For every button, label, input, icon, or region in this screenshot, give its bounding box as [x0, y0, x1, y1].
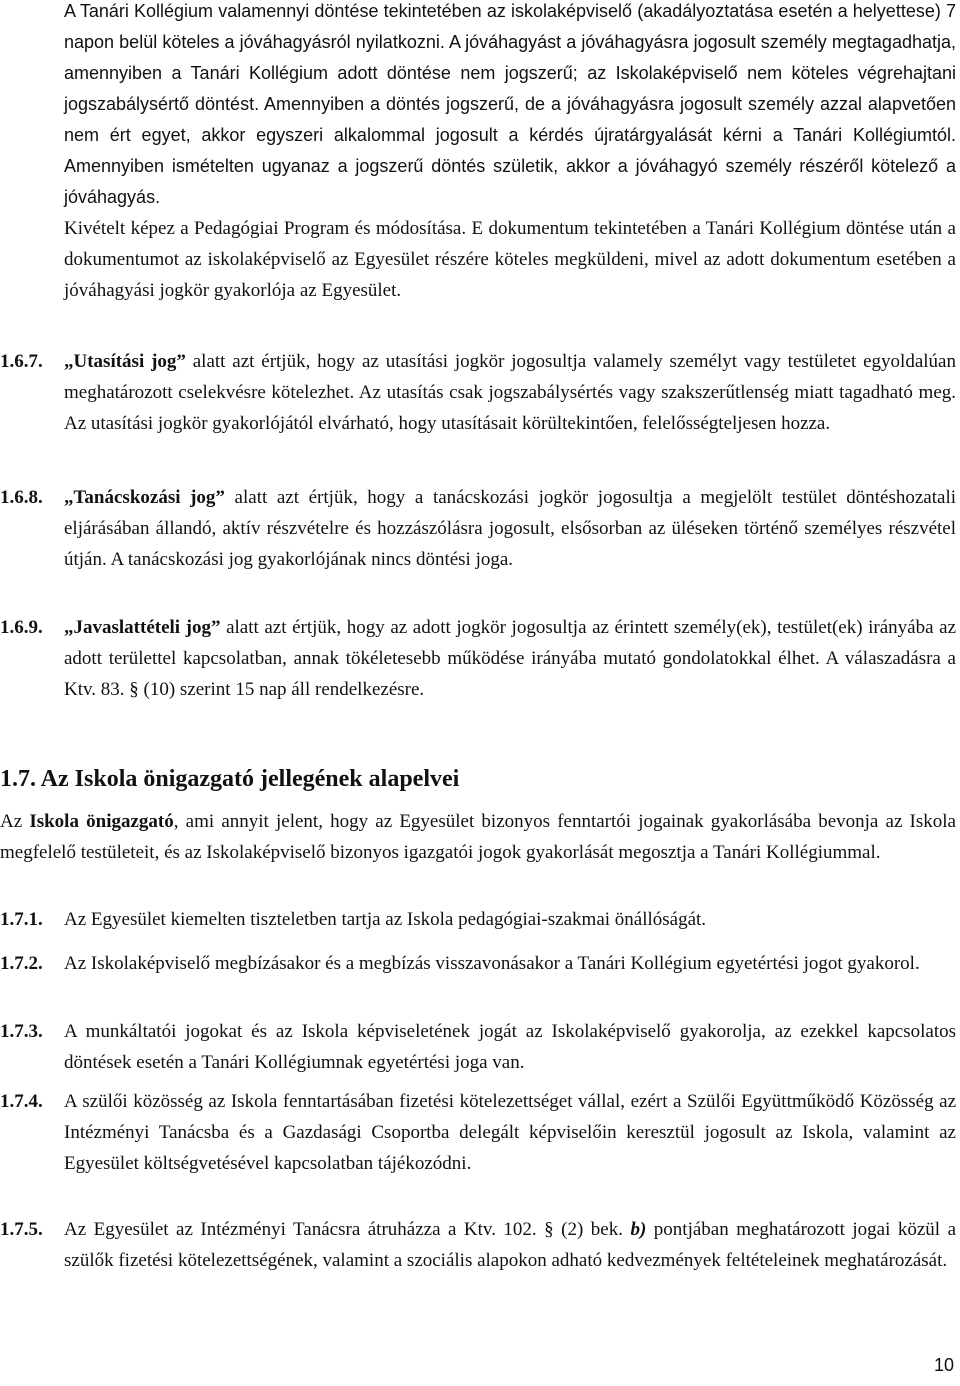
section-number: 1.6.9.	[0, 617, 43, 638]
section-number: 1.7.3.	[0, 1021, 43, 1042]
page-number: 10	[933, 1355, 954, 1375]
section-number: 1.7.4.	[0, 1091, 43, 1112]
point-reference: b)	[630, 1219, 647, 1240]
section-1-7-4	[0, 1086, 956, 1179]
section-1-6-9	[0, 612, 956, 705]
section-number: 1.7.1.	[0, 909, 43, 930]
section-1-7-5	[0, 1214, 956, 1276]
section-text: Az Egyesület kiemelten tiszteletben tartja az Iskola pedagógiai-szakmai önállóságát.	[64, 909, 707, 930]
text-run: Az	[0, 811, 30, 832]
section-body	[0, 477, 956, 575]
intro-paragraph-exception: Kivételt képez a Pedagógiai Program és módosítása. E dokumentum tekintetében a Tanári Kollégium döntése után a dokumentumot az iskolaképviselő az Egyesület részére köteles megküldeni, mivel az adott dokumentum esetében a jóváhagyási jogkör gyakorlója az Egyesület.	[64, 218, 956, 301]
section-number: 1.7.2.	[0, 953, 43, 974]
section-body	[0, 1214, 956, 1276]
section-number: 1.6.7.	[0, 351, 43, 372]
section-text: Az Iskolaképviselő megbízásakor és a megbízás visszavonásakor a Tanári Kollégium egyetértési jogot gyakorol.	[64, 953, 920, 974]
emphasis: Iskola önigazgató	[29, 811, 174, 832]
section-1-7-2	[0, 948, 956, 979]
defined-term: „Utasítási jog”	[64, 351, 186, 372]
section-text: A munkáltatói jogokat és az Iskola képviseletének jogát az Iskolaképviselő gyakorolja, az ezekkel kapcsolatos döntések esetén a Tanári Kollégiumnak egyetértési joga van.	[64, 1021, 956, 1073]
section-text: alatt azt értjük, hogy az utasítási jogkör jogosultja valamely személyt vagy testületet egyoldalúan meghatározott cselekvésre kötelezhet. Az utasítás csak jogszabálysértés vagy szakszerűtlenség miatt tagadható meg. Az utasítási jogkör gyakorlójától elvárható, hogy utasításait körültekintően, felelősségteljesen hozza.	[64, 351, 956, 434]
section-text: alatt azt értjük, hogy a tanácskozási jogkör jogosultja a megjelölt testület döntéshozatali eljárásában állandó, aktív részvételre és hozzászólásra jogosult, elsősorban az üléseken történő személyes részvétel útján. A tanácskozási jog gyakorlójának nincs döntési joga.	[64, 487, 956, 570]
section-text: alatt azt értjük, hogy az adott jogkör jogosultja az érintett személy(ek), testület(ek) irányába az adott területtel kapcsolatban, annak tökéletesebb működése irányába mutató gondolatokkal élhet. A válaszadásra a Ktv. 83. § (10) szerint 15 nap áll rendelkezésre.	[64, 617, 956, 700]
section-1-7-3	[0, 1016, 956, 1078]
text-run: Az Egyesület az Intézményi Tanácsra átruházza a Ktv. 102. § (2) bek.	[64, 1219, 631, 1240]
section-body	[0, 612, 956, 705]
text-run: pontjában meghatározott jogai közül a szülők fizetési kötelezettségének, valamint a szociális alapokon adható kedvezmények feltételeinek meghatározását.	[64, 1219, 956, 1271]
intro-paragraph-approval: A Tanári Kollégium valamennyi döntése tekintetében az iskolaképviselő (akadályoztatása esetén a helyettese) 7 napon belül köteles a jóváhagyásról nyilatkozni. A jóváhagyást a jóváhagyásra jogosult személy megtagadhatja, amennyiben a Tanári Kollégium adott döntése nem jogszerű; az Iskolaképviselő nem köteles végrehajtani jogszabálysértő döntést. Amennyiben a döntés jogszerű, de a jóváhagyásra jogosult személy azzal alapvetően nem ért egyet, akkor egyszeri alkalommal jogosult a kérdés újratárgyalását kérni a Tanári Kollégiumtól. Amennyiben ismételten ugyanaz a jogszerű döntés születik, akkor a jóváhagyó személy részéről kötelező a jóváhagyás.	[64, 1, 956, 207]
section-number: 1.6.8.	[0, 487, 43, 508]
section-1-7-intro	[0, 806, 956, 868]
defined-term: „Javaslattételi jog”	[64, 617, 221, 638]
section-1-7-1	[0, 904, 956, 935]
section-1-6-7	[0, 346, 956, 439]
section-1-6-8-block	[0, 477, 956, 575]
defined-term: „Tanácskozási jog”	[64, 487, 225, 508]
intro-paragraph	[0, 806, 956, 868]
intro-section	[0, 0, 956, 306]
section-text: A szülői közösség az Iskola fenntartásában fizetési kötelezettséget vállal, ezért a Szülői Együttműködő Közösség az Intézményi Tanácsba és a Gazdasági Csoportba delegált képviselőin keresztül jogosult az Iskola, valamint az Egyesület költségvetésével kapcsolatban tájékozódni.	[64, 1091, 956, 1174]
section-body	[0, 346, 956, 439]
section-heading-1-7: 1.7. Az Iskola önigazgató jellegének alapelvei	[0, 766, 460, 792]
section-number: 1.7.5.	[0, 1219, 43, 1240]
text-run: , ami annyit jelent, hogy az Egyesület bizonyos fenntartói jogainak gyakorlásába bevonja az Iskola megfelelő testületeit, és az Iskolaképviselő bizonyos igazgatói jogok gyakorlását megosztja a Tanári Kollégiummal.	[0, 811, 956, 863]
